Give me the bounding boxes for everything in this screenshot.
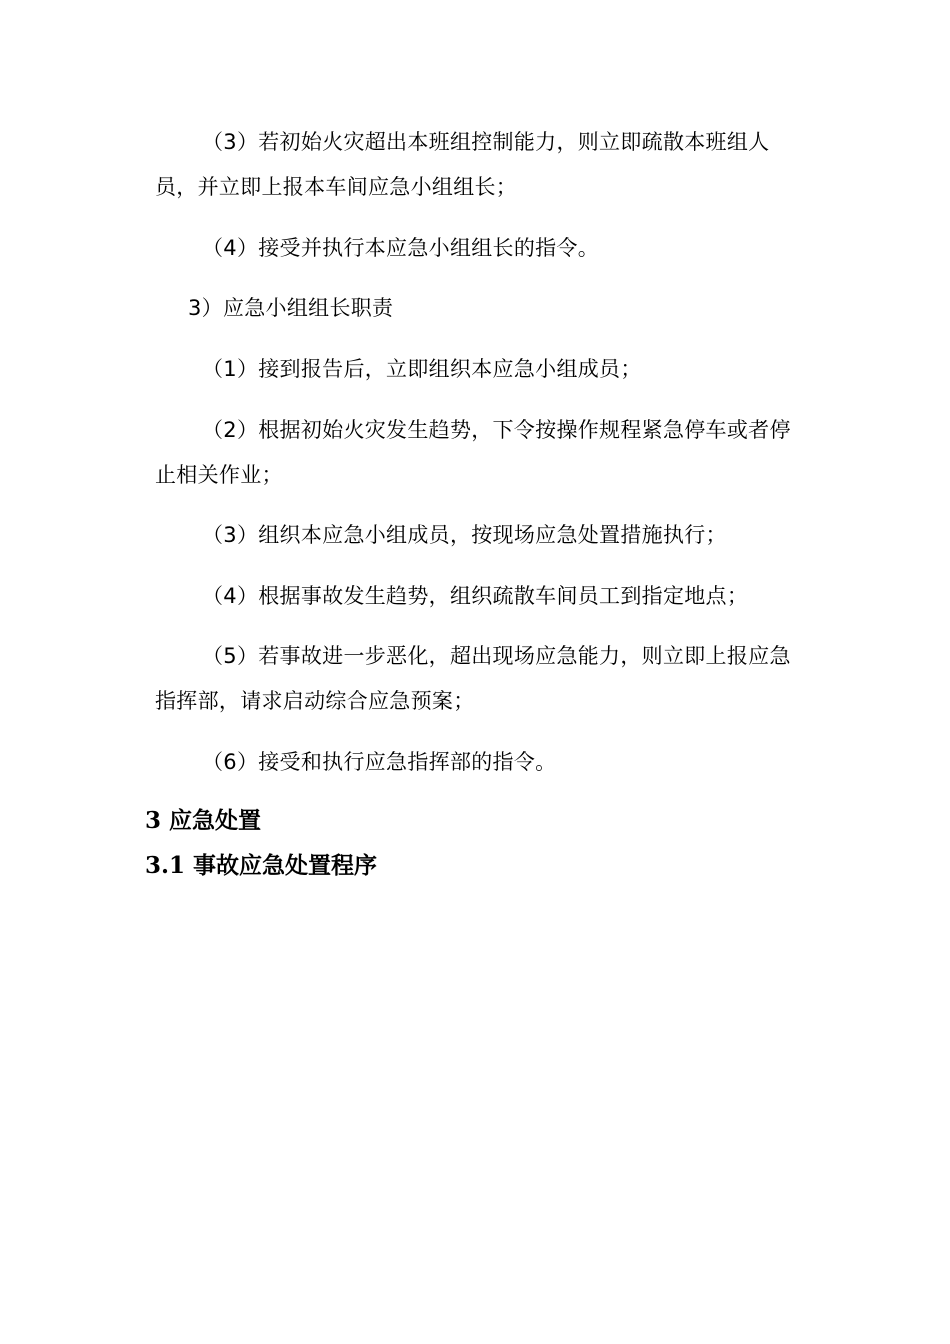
subsection-heading: 3.1 事故应急处置程序 xyxy=(145,852,378,879)
paragraph-4-execute-orders: （4）接受并执行本应急小组组长的指令。 xyxy=(202,236,600,260)
paragraph-6-follow-command: （6）接受和执行应急指挥部的指令。 xyxy=(202,750,557,774)
paragraph-leader-duties-title: 3）应急小组组长职责 xyxy=(188,296,394,320)
paragraph-4-evacuate: （4）根据事故发生趋势，组织疏散车间员工到指定地点； xyxy=(202,584,749,608)
paragraph-3-execute-measures: （3）组织本应急小组成员，按现场应急处置措施执行； xyxy=(202,523,727,547)
paragraph-2-emergency-stop: （2）根据初始火灾发生趋势，下令按操作规程紧急停车或者停止相关作业； xyxy=(155,418,791,487)
paragraph-1-organize-members: （1）接到报告后，立即组织本应急小组成员； xyxy=(202,357,642,381)
paragraph-3-first-report: （3）若初始火灾超出本班组控制能力，则立即疏散本班组人员，并立即上报本车间应急小组组长； xyxy=(155,130,770,199)
paragraph-5-escalate: （5）若事故进一步恶化，超出现场应急能力，则立即上报应急指挥部，请求启动综合应急预案； xyxy=(155,644,791,713)
section-heading: 3 应急处置 xyxy=(145,807,262,834)
